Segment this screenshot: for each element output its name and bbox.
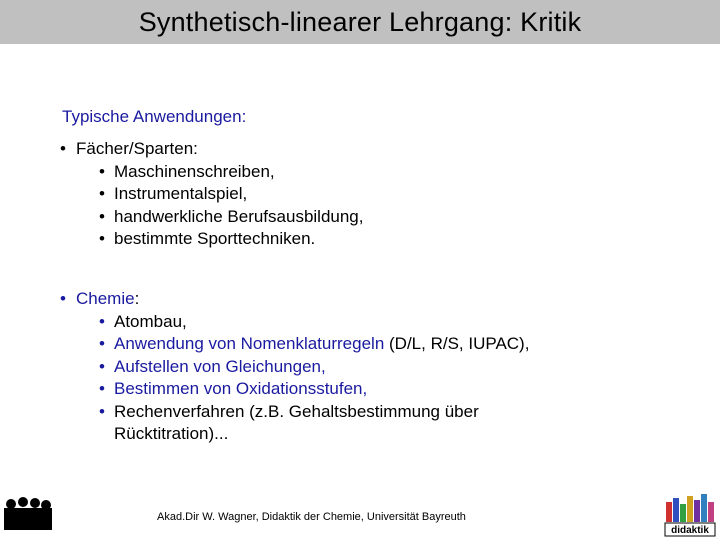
list-item [60, 161, 364, 184]
label-colon: : [134, 289, 140, 308]
bullet-marker: • [99, 206, 105, 226]
bullet-marker: • [99, 379, 105, 398]
bullet-marker: • [99, 311, 105, 331]
list-item [60, 183, 364, 206]
bullet-marker: • [99, 356, 105, 376]
list-item-continuation [60, 423, 529, 446]
bullet-marker: • [99, 161, 105, 181]
list-item-text: handwerkliche Berufsausbildung, [114, 206, 364, 226]
list-item [60, 311, 529, 334]
list-item-text: bestimmte Sporttechniken. [114, 229, 316, 248]
list-item-text: Aufstellen von Gleichungen, [114, 356, 326, 376]
list-item [60, 206, 364, 229]
list-item [60, 138, 364, 161]
page-title: Synthetisch-linearer Lehrgang: Kritik [138, 6, 582, 37]
bullet-marker: • [60, 289, 66, 308]
list-item-label: Fächer/Sparten: [76, 139, 198, 158]
bullet-marker: • [99, 229, 105, 248]
list-item-text: Rechenverfahren (z.B. Gehaltsbestimmung über [114, 401, 479, 421]
list-item [60, 228, 364, 251]
title-bar [0, 0, 720, 44]
list-item [60, 333, 529, 356]
bullet-marker: • [99, 401, 105, 421]
list-item-text: Maschinenschreiben, [114, 161, 275, 181]
list-item-suffix: (D/L, R/S, IUPAC), [384, 334, 530, 353]
bullet-group-faecher [60, 138, 364, 251]
list-item-text: Bestimmen von Oxidationsstufen, [114, 379, 368, 398]
list-item-text: Rücktitration)... [114, 424, 229, 443]
list-item [60, 356, 529, 379]
bullet-marker: • [99, 184, 105, 203]
list-item-label: Chemie [76, 289, 135, 308]
list-item-text: Anwendung von Nomenklaturregeln [114, 334, 385, 353]
didaktik-logo-icon [664, 490, 716, 538]
bullet-marker: • [99, 334, 105, 353]
list-item-text: Instrumentalspiel, [114, 184, 248, 203]
people-silhouettes-icon [4, 494, 52, 534]
bullet-marker: • [60, 139, 66, 158]
list-item [60, 378, 529, 401]
list-item-text: Atombau, [114, 311, 187, 331]
footer-text: Akad.Dir W. Wagner, Didaktik der Chemie, Universität Bayreuth [157, 511, 466, 523]
list-item [60, 288, 529, 311]
list-item [60, 401, 529, 424]
section-heading: Typische Anwendungen: [62, 107, 247, 126]
bullet-group-chemie [60, 288, 529, 446]
svg-text:didaktik: didaktik [671, 525, 709, 536]
